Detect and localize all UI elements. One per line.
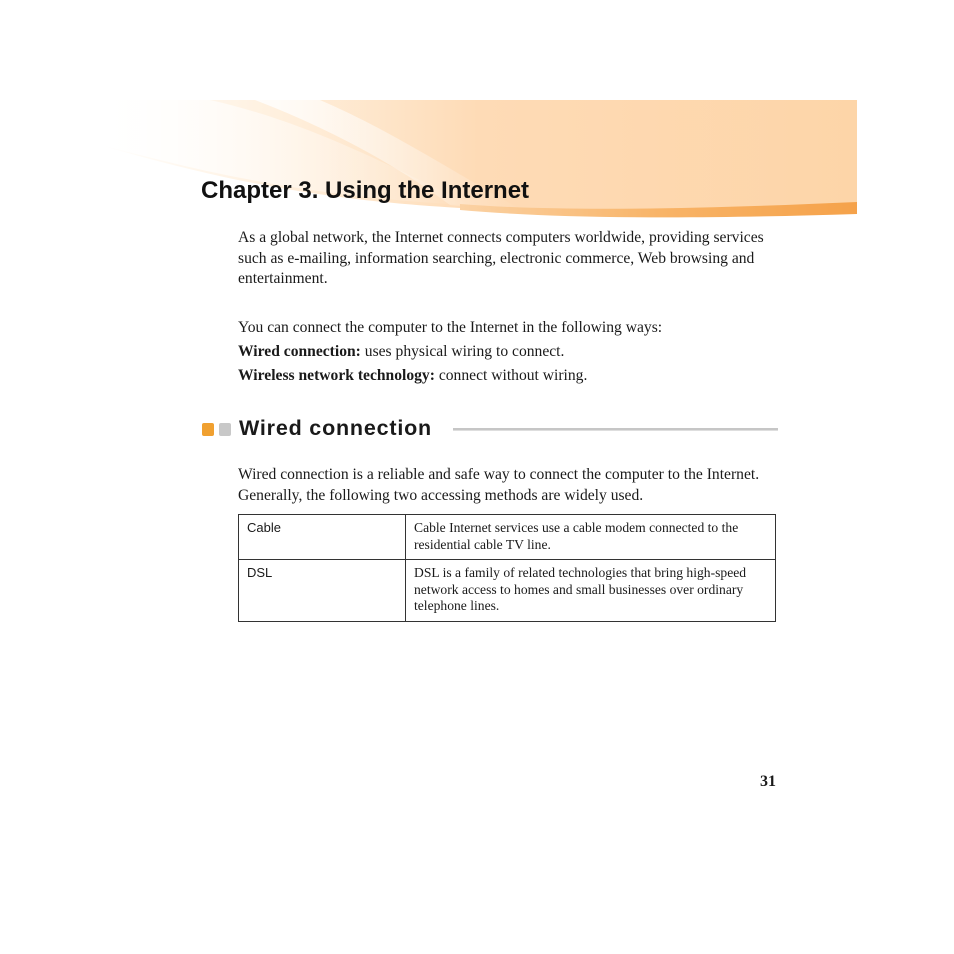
ways-intro: You can connect the computer to the Internet in the following ways: (238, 319, 663, 336)
method-description: DSL is a family of related technologies that bring high-speed network access to homes and small businesses over ordinary telephone lines. (406, 560, 776, 622)
section-paragraph: Wired connection is a reliable and safe way to connect the computer to the Internet. Generally, the following two accessing methods are widely used. (238, 466, 760, 504)
way-term: Wireless network technology: (238, 367, 435, 384)
gray-square-icon (219, 423, 231, 436)
way-text: connect without wiring. (434, 367, 588, 384)
intro-paragraph: As a global network, the Internet connects computers worldwide, providing services such as e-mailing, information searching, electronic commerce, Web browsing and entertainment. (238, 229, 764, 287)
table-row (239, 515, 776, 560)
section-divider (453, 428, 778, 431)
method-name: Cable (239, 515, 406, 560)
way-term: Wired connection: (238, 343, 361, 360)
way-item-wireless (238, 366, 778, 387)
section-bullet-icon (202, 423, 234, 437)
way-item-wired (238, 342, 778, 363)
chapter-title: Chapter 3. Using the Internet (201, 177, 530, 204)
table-row (239, 560, 776, 622)
orange-square-icon (202, 423, 214, 436)
section-heading: Wired connection (239, 416, 432, 440)
method-description: Cable Internet services use a cable modem connected to the residential cable TV line. (406, 515, 776, 560)
access-methods-table (238, 514, 776, 622)
method-name: DSL (239, 560, 406, 622)
page-number: 31 (760, 773, 776, 790)
way-text: uses physical wiring to connect. (360, 343, 565, 360)
